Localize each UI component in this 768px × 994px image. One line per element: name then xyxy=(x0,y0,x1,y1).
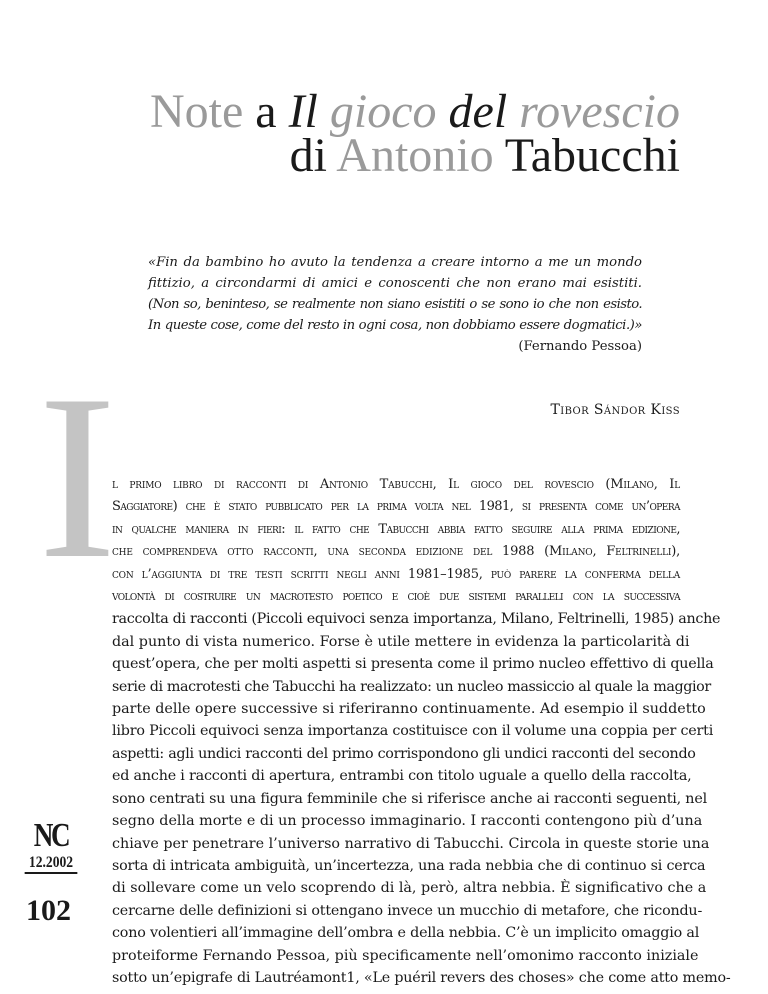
title-word: Tabucchi xyxy=(504,129,680,182)
logo-mark: NC xyxy=(33,817,69,854)
body-line: con l’aggiunta di tre testi scritti negli anni 1981–1985, può parere la conferma della xyxy=(112,566,680,582)
title-word: Note xyxy=(149,85,244,138)
page-number: 102 xyxy=(26,894,71,927)
body-line: dal punto di vista numerico. Forse è utile mettere in evidenza la particolarità di xyxy=(112,633,690,650)
body-text xyxy=(112,474,731,989)
body-line: in qualche maniera in fieri: il fatto che Tabucchi abbia fatto seguire alla prima edizione, xyxy=(112,521,680,537)
journal-logo xyxy=(20,817,82,874)
title-word: a xyxy=(255,85,277,138)
body-line: aspetti: agli undici racconti del primo corrispondono gli undici racconti del secondo xyxy=(112,745,696,762)
title-word: del xyxy=(448,85,508,138)
title-line-2 xyxy=(150,129,680,182)
title-word: Il xyxy=(288,85,318,138)
body-line: ed anche i racconti di apertura, entrambi con titolo uguale a quello della raccolta, xyxy=(112,768,692,785)
body-line: sotto un’epigrafe di Lautréamont1, «Le puéril revers des choses» che come atto memo- xyxy=(112,969,731,986)
body-line: chiave per penetrare l’universo narrativo di Tabucchi. Circola in queste storie una xyxy=(112,835,710,852)
body-line: raccolta di racconti (Piccoli equivoci senza importanza, Milano, Feltrinelli, 1985) anche xyxy=(112,611,721,628)
epigraph-line: In queste cose, come del resto in ogni cosa, non dobbiamo essere dogmatici.)» xyxy=(148,318,642,333)
title-word: gioco xyxy=(329,85,437,138)
body-line: di sollevare come un velo scoprendo di là, però, altra nebbia. È significativo che a xyxy=(112,880,707,897)
title-word: Antonio xyxy=(336,129,494,182)
body-line: serie di macrotesti che Tabucchi ha realizzato: un nucleo massiccio al quale la maggior xyxy=(112,678,711,695)
body-line: l primo libro di racconti di Antonio Tabucchi, Il gioco del rovescio (Milano, Il xyxy=(112,477,680,492)
body-line: cono volentieri all’immagine dell’ombra e della nebbia. C’è un implicito omaggio al xyxy=(112,925,700,942)
body-line: libro Piccoli equivoci senza importanza costituisce con il volume una coppia per certi xyxy=(112,723,714,740)
body-line: Saggiatore) che è stato pubblicato per la prima volta nel 1981, si presenta come un’opera xyxy=(112,499,680,515)
epigraph-line: (Non so, beninteso, se realmente non siano esistiti o se sono io che non esisto. xyxy=(148,297,642,312)
body-line: quest’opera, che per molti aspetti si presenta come il primo nucleo effettivo di quella xyxy=(112,656,714,673)
logo-date: 12.2002 xyxy=(25,854,78,874)
epigraph-line: fittizio, a circondarmi di amici e conoscenti che non erano mai esistiti. xyxy=(148,276,642,291)
epigraph-line: «Fin da bambino ho avuto la tendenza a creare intorno a me un mondo xyxy=(148,255,642,270)
body-line: sono centrati su una figura femminile che si riferisce anche ai racconti seguenti, nel xyxy=(112,790,707,807)
body-line: sorta di intricata ambiguità, un’incertezza, una rada nebbia che di continuo si cerca xyxy=(112,857,706,874)
body-line: cercarne delle definizioni si ottengano invece un mucchio di metafore, che ricondu- xyxy=(112,902,703,919)
article-title xyxy=(149,85,680,182)
body-line: proteiforme Fernando Pessoa, più specificamente nell’omonimo racconto iniziale xyxy=(112,947,699,964)
drop-cap: I xyxy=(38,347,117,608)
author-name: Tibor Sándor Kiss xyxy=(550,402,680,418)
epigraph xyxy=(148,252,642,357)
title-word: di xyxy=(289,129,327,182)
body-line: che comprendeva otto racconti, una seconda edizione del 1988 (Milano, Feltrinelli), xyxy=(112,544,680,560)
epigraph-attribution: (Fernando Pessoa) xyxy=(518,339,642,354)
body-line: parte delle opere successive si riferiranno continuamente. Ad esempio il suddetto xyxy=(112,701,706,718)
title-line-1 xyxy=(149,85,680,138)
body-line: segno della morte e di un processo immaginario. I racconti contengono più d’una xyxy=(112,813,703,830)
title-word: rovescio xyxy=(519,85,680,138)
body-line: volontà di costruire un macrotesto poetico e cioè due sistemi paralleli con la successiva xyxy=(112,589,680,605)
